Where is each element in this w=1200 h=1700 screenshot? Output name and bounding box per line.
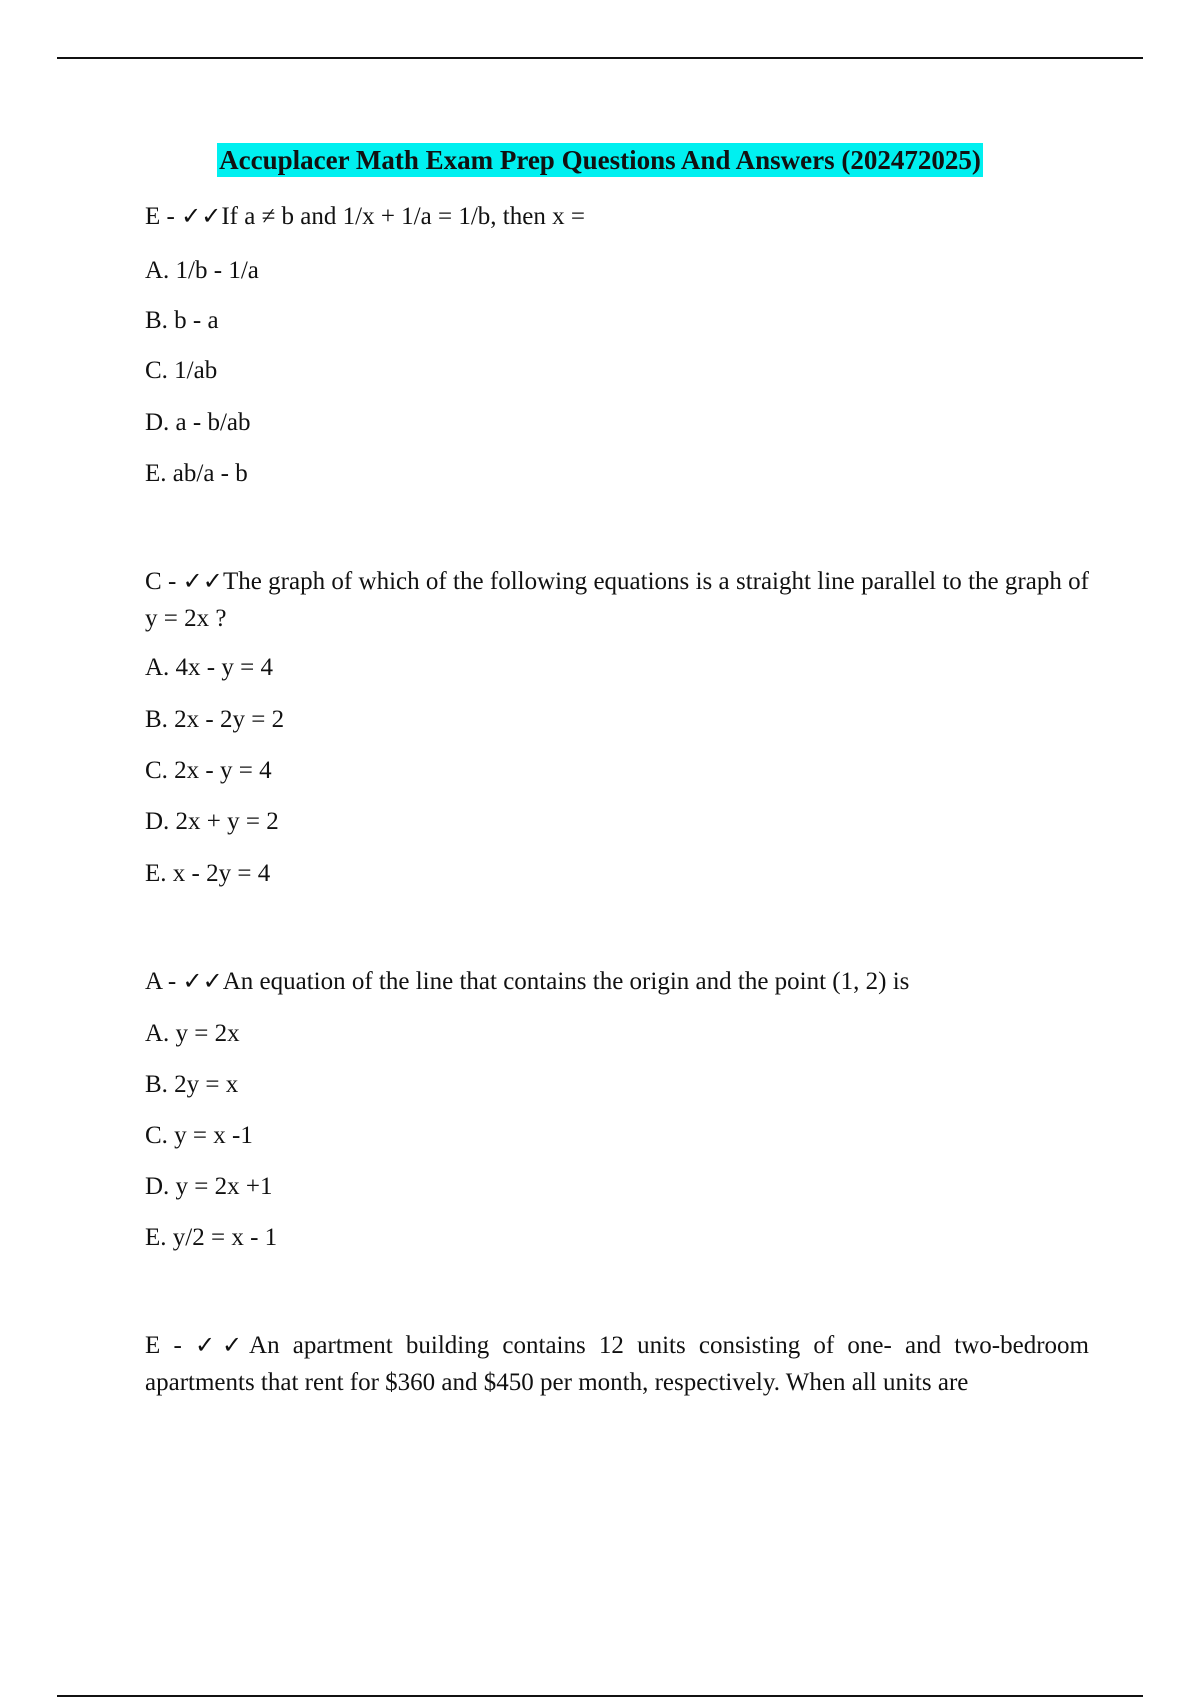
option-e: E. y/2 = x - 1 <box>145 1224 278 1251</box>
option-c: C. y = x -1 <box>145 1122 253 1149</box>
option-b: B. 2y = x <box>145 1071 239 1098</box>
document-title: Accuplacer Math Exam Prep Questions And Answers (202472025) <box>219 145 981 175</box>
question-text: An apartment building contains 12 units consisting of one- and two-bedroom apartments that rent for $360 and $450 per month, respectively. When all units are <box>145 1332 1089 1396</box>
question-1 <box>145 198 1089 235</box>
option-a: A. y = 2x <box>145 1020 240 1047</box>
question-text: The graph of which of the following equations is a straight line parallel to the graph of y = 2x ? <box>145 568 1089 632</box>
option-b: B. 2x - 2y = 2 <box>145 706 285 733</box>
option-c: C. 1/ab <box>145 357 218 384</box>
checkmark-icon: ✓✓ <box>182 967 223 995</box>
option-e: E. ab/a - b <box>145 460 248 487</box>
answer-prefix: A - <box>145 968 183 995</box>
option-c: C. 2x - y = 4 <box>145 757 272 784</box>
header-rule <box>57 57 1143 59</box>
question-2 <box>145 563 1089 637</box>
question-3 <box>145 963 1089 1000</box>
option-d: D. y = 2x +1 <box>145 1173 273 1200</box>
checkmark-icon: ✓✓ <box>194 1331 250 1359</box>
checkmark-icon: ✓✓ <box>181 202 222 230</box>
question-text: If a ≠ b and 1/x + 1/a = 1/b, then x = <box>221 203 585 230</box>
option-e: E. x - 2y = 4 <box>145 860 271 887</box>
option-a: A. 1/b - 1/a <box>145 257 259 284</box>
option-d: D. 2x + y = 2 <box>145 808 279 835</box>
option-b: B. b - a <box>145 307 219 334</box>
title-block <box>0 143 1200 177</box>
checkmark-icon: ✓✓ <box>182 567 223 595</box>
answer-prefix: C - <box>145 568 183 595</box>
question-text: An equation of the line that contains the origin and the point (1, 2) is <box>222 968 910 995</box>
option-a: A. 4x - y = 4 <box>145 654 273 681</box>
answer-prefix: E - <box>145 203 182 230</box>
footer-rule <box>57 1695 1143 1697</box>
answer-prefix: E - <box>145 1332 195 1359</box>
question-4 <box>145 1327 1089 1401</box>
option-d: D. a - b/ab <box>145 409 251 436</box>
